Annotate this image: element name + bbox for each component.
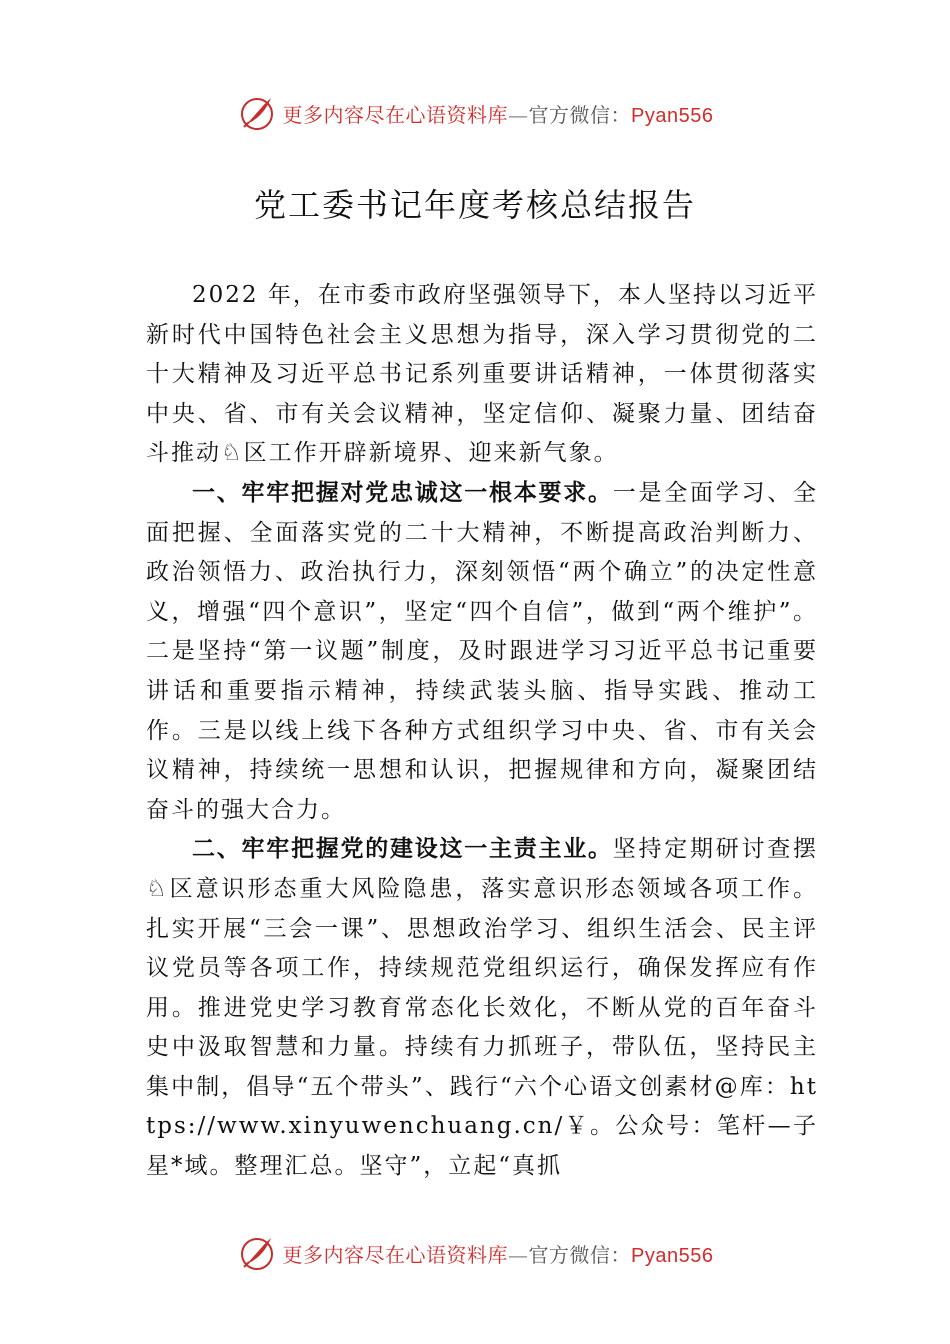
banner-text <box>283 1239 714 1268</box>
section-1-heading: 一、牢牢把握对党忠诚这一根本要求。 <box>192 479 613 506</box>
footer-banner <box>0 1228 950 1278</box>
banner-id: Pyan556 <box>631 104 714 127</box>
section-2-heading: 二、牢牢把握党的建设这一主责主业。 <box>192 836 613 863</box>
feather-logo-icon <box>237 1233 277 1273</box>
paragraph-intro: 2022 年，在市委市政府坚强领导下，本人坚持以习近平新时代中国特色社会主义思想为指导，深入学习贯彻党的二十大精神及习近平总书记系列重要讲话精神，一体贯彻落实中央、省、市有关会议精神，坚定信仰、凝聚力量、团结奋斗推动♘区工作开辟新境界、迎来新气象。 <box>146 282 818 467</box>
banner-separator: — <box>508 102 529 127</box>
document-title: 党工委书记年度考核总结报告 <box>253 186 696 224</box>
paragraph-section-1 <box>146 474 818 830</box>
section-2-body: 坚持定期研讨查摆♘区意识形态重大风险隐患，落实意识形态领域各项工作。扎实开展“三会一课”、思想政治学习、组织生活会、民主评 议党员等各项工作，持续规范党组织运行，确保发挥应有作 用。推进党史学习教育常态化长效化，不断从党的百年奋斗 史中汲取智慧和力量。持续有力抓班子，带队伍，坚持民主集中制，倡导“五个带头”、践行“六个心语文创素材@库：https://www.xinyuwenchuang.cn/￥。公众号：笔杆—子星*域。整理汇总。坚守”，立起“真抓 <box>146 836 818 1180</box>
header-banner <box>0 88 950 138</box>
banner-separator: — <box>508 1242 529 1267</box>
banner-cn: 更多内容尽在心语资料库 <box>282 1242 509 1267</box>
banner-cn: 更多内容尽在心语资料库 <box>282 102 509 127</box>
document-body <box>146 276 818 1187</box>
banner-label: 官方微信： <box>528 102 632 127</box>
section-1-body: 一是全面学习、全面把握、全面落实党的二十大精神，不断提高政治判断力、政治领悟力、政治执行力，深刻领悟“两个确立”的决定性意义，增强“四个意识”，坚定“四个自信”，做到“两个维护”。二是坚持“第一议题”制度，及时跟进学习习近平总书记重要讲话和重要指示精神，持续武装头脑、指导实践、推动工作。三是以线上线下各种方式组织学习中央、省、市有关会议精神，持续统一思想和认识，把握规律和方向，凝聚团结奋斗的强大合力。 <box>146 479 818 823</box>
feather-logo-icon <box>237 93 277 133</box>
paragraph-section-2 <box>146 830 818 1186</box>
banner-text <box>283 99 714 128</box>
banner-id: Pyan556 <box>631 1244 714 1267</box>
banner-label: 官方微信： <box>528 1242 632 1267</box>
